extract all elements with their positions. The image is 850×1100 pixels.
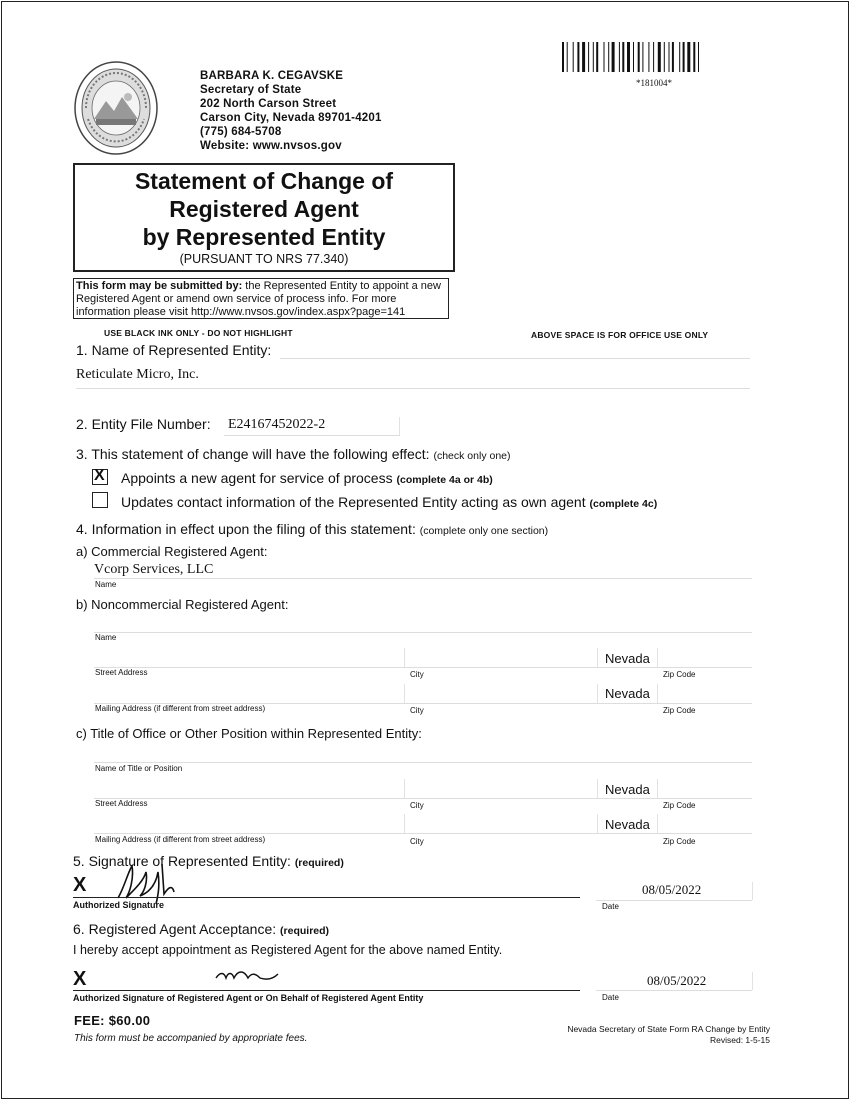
q3-label: 3. This statement of change will have the following effect: (check only one): [76, 446, 511, 462]
q3-option-2-note: (complete 4c): [589, 498, 658, 510]
entity-name-field[interactable]: Reticulate Micro, Inc.: [76, 367, 199, 382]
barcode: [560, 42, 755, 72]
q4c-city-label: City: [410, 801, 424, 810]
q4c-street-div1: [404, 779, 405, 798]
q4c-mail-div3: [657, 814, 658, 833]
q4a-label: a) Commercial Registered Agent:: [76, 544, 268, 559]
q4b-street-div1: [404, 648, 405, 667]
q4c-street-state: Nevada: [605, 782, 650, 797]
q5-label: 5. Signature of Represented Entity: (required): [73, 853, 344, 869]
q4c-mailing-label: Mailing Address (if different from street address): [95, 835, 266, 844]
q4c-street-div3: [657, 779, 658, 798]
q5-sig-line: [73, 897, 580, 898]
form-title-line-2: Registered Agent: [169, 196, 359, 222]
q3-note: (check only one): [433, 450, 511, 462]
q4c-title-line: [94, 762, 752, 763]
agent-signature-field[interactable]: [214, 966, 282, 986]
q6-date-line: [596, 990, 752, 991]
fee-amount: FEE: $60.00: [74, 1013, 151, 1028]
q1-line: [280, 358, 750, 359]
q4c-street-div2: [597, 779, 598, 798]
submission-info-lead: This form may be submitted by:: [76, 280, 243, 292]
q5-x-mark: X: [73, 874, 87, 896]
appoint-agent-checkbox[interactable]: [92, 469, 108, 485]
q4b-mail-state: Nevada: [605, 686, 650, 701]
q4b-city-label: City: [410, 670, 424, 679]
q6-x-mark: X: [73, 968, 87, 990]
q4b-street-state: Nevada: [605, 651, 650, 666]
q3-option-1: Appoints a new agent for service of process (complete 4a or 4b): [121, 470, 493, 486]
q4a-line: [94, 578, 752, 579]
q4b-name-label: Name: [95, 633, 117, 642]
q5-date-end: [752, 882, 753, 900]
q1-label: 1. Name of Represented Entity:: [76, 342, 272, 358]
q4b-street-div2: [597, 648, 598, 667]
q5-date-line: [596, 900, 752, 901]
entity-signature-field[interactable]: [110, 858, 200, 906]
q4b-street-label: Street Address: [95, 668, 148, 677]
q6-sig-label: Authorized Signature of Registered Agent or On Behalf of Registered Agent Entity: [73, 993, 424, 1003]
q6-date-end: [752, 972, 753, 990]
fee-note: This form must be accompanied by appropriate fees.: [74, 1033, 308, 1044]
commercial-agent-name-field[interactable]: Vcorp Services, LLC: [94, 562, 214, 577]
sos-city: Carson City, Nevada 89701-4201: [200, 112, 382, 124]
q4c-street-line: [94, 798, 752, 799]
form-title-box: [73, 163, 455, 272]
q4c-mail-div2: [597, 814, 598, 833]
q4b-street-div3: [657, 648, 658, 667]
q4c-mail-city-label: City: [410, 837, 424, 846]
q4c-mail-div1: [404, 814, 405, 833]
q6-acceptance-text: I hereby accept appointment as Registered Agent for the above named Entity.: [73, 943, 503, 957]
office-use-note: ABOVE SPACE IS FOR OFFICE USE ONLY: [531, 330, 709, 340]
state-seal-icon: [74, 61, 158, 155]
form-revised: Revised: 1-5-15: [709, 1035, 770, 1045]
q4-note: (complete only one section): [419, 525, 549, 537]
sos-name: BARBARA K. CEGAVSKE: [200, 70, 344, 82]
q4b-name-line: [94, 632, 752, 633]
q4b-mail-div1: [404, 684, 405, 703]
q4-label: 4. Information in effect upon the filing of this statement: (complete only one section): [76, 521, 549, 537]
q6-required: (required): [280, 925, 330, 937]
q4c-mail-state: Nevada: [605, 817, 650, 832]
q4c-title-label: Name of Title or Position: [95, 764, 183, 773]
q4b-zip-label: Zip Code: [663, 670, 696, 679]
submission-info-text: the Represented Entity to appoint a new Registered Agent or amend own service of process info. For more information please visit http://www.nvsos.gov/index.aspx?page=141: [76, 280, 441, 318]
q3-option-2: Updates contact information of the Represented Entity acting as own agent (complete 4c): [121, 494, 658, 510]
q4c-street-label: Street Address: [95, 799, 148, 808]
sos-phone: (775) 684-5708: [200, 126, 282, 138]
q4c-mail-line: [94, 833, 752, 834]
q4b-street-line: [94, 667, 752, 668]
q6-date-field[interactable]: 08/05/2022: [647, 973, 707, 988]
q6-date-label: Date: [602, 993, 619, 1002]
sos-website: Website: www.nvsos.gov: [200, 140, 342, 152]
q4c-zip-label: Zip Code: [663, 801, 696, 810]
update-contact-checkbox[interactable]: [92, 492, 108, 508]
q4b-mail-div3: [657, 684, 658, 703]
sos-title: Secretary of State: [200, 84, 302, 96]
q6-sig-line: [73, 990, 580, 991]
q4a-name-label: Name: [95, 580, 117, 589]
entity-file-number-field[interactable]: E24167452022-2: [228, 417, 326, 432]
q4b-mail-zip-label: Zip Code: [663, 706, 696, 715]
q2-label: 2. Entity File Number:: [76, 416, 211, 432]
q6-label: 6. Registered Agent Acceptance: (required): [73, 921, 330, 937]
q4b-label: b) Noncommercial Registered Agent:: [76, 597, 289, 612]
q4b-mail-div2: [597, 684, 598, 703]
q4b-mail-city-label: City: [410, 706, 424, 715]
q2-line: [224, 435, 400, 436]
q5-sig-label: Authorized Signature: [73, 900, 165, 910]
q1-line-2: [76, 388, 750, 389]
q4c-mail-zip-label: Zip Code: [663, 837, 696, 846]
q5-required: (required): [294, 857, 344, 869]
q5-date-field[interactable]: 08/05/2022: [642, 882, 702, 897]
q2-line-end: [399, 417, 400, 435]
form-title-line-3: by Represented Entity: [142, 224, 386, 250]
q4b-mailing-label: Mailing Address (if different from street address): [95, 704, 266, 713]
pursuant-statute: (PURSUANT TO NRS 77.340): [179, 252, 349, 266]
checkbox-mark: X: [94, 467, 105, 484]
q5-date-label: Date: [602, 902, 619, 911]
form-name: Nevada Secretary of State Form RA Change by Entity: [567, 1024, 770, 1034]
q3-option-1-note: (complete 4a or 4b): [396, 474, 493, 486]
sos-street: 202 North Carson Street: [200, 98, 337, 110]
submission-info-box: [73, 278, 449, 319]
q4c-label: c) Title of Office or Other Position within Represented Entity:: [76, 726, 422, 741]
form-title-line-1: Statement of Change of: [134, 168, 394, 194]
barcode-number: *181004*: [636, 78, 672, 88]
ink-instruction: USE BLACK INK ONLY - DO NOT HIGHLIGHT: [104, 328, 293, 338]
